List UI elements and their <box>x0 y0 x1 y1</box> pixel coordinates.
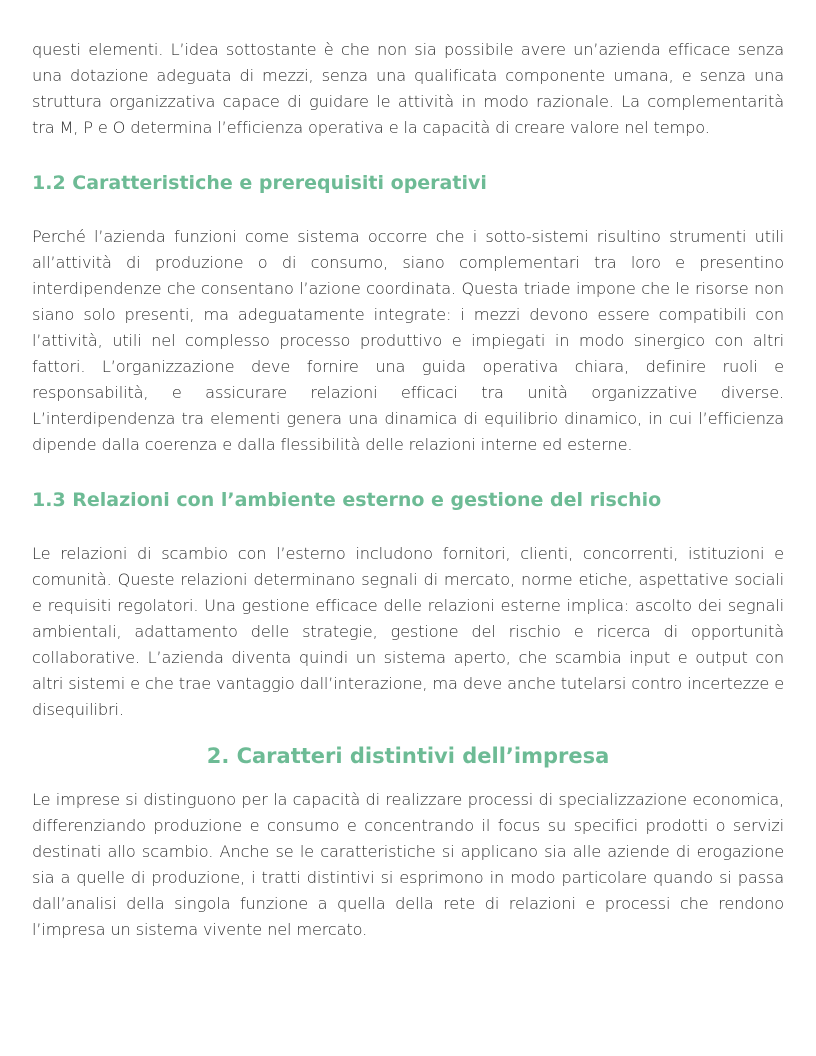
paragraph-chapter-2: Le imprese si distinguono per la capacità di realizzare processi di specializzazione economica, differenziando produzione e consumo e concentrando il focus su specifici prodotti o servizi destinati allo scambio. Anche se le caratteristiche si applicano sia alle aziende di erogazione sia a quelle di produzione, i tratti distintivi si esprimono in modo particolare quando si passa dall’analisi della singola funzione a quella della rete di relazioni e processi che rendono l’impresa un sistema vivente nel mercato. <box>32 790 784 939</box>
chapter-heading-2: 2. Caratteri distintivi dell’impresa <box>206 744 610 768</box>
section-heading-1-3: 1.3 Relazioni con l’ambiente esterno e gestione del rischio <box>32 489 662 511</box>
paragraph-section-1-2: Perché l’azienda funzioni come sistema occorre che i sotto-sistemi risultino strumenti utili all’attività di produzione o di consumo, siano complementari tra loro e presentino interdipendenze che consentano l’azione coordinata. Questa triade impone che le risorse non siano solo presenti, ma adeguatamente integrate: i mezzi devono essere compatibili con l’attività, utili nel complesso processo produttivo e impiegati in modo sinergico con altri fattori. L’organizzazione deve fornire una guida operativa chiara, definire ruoli e responsabilità, e assicurare relazioni efficaci tra unità organizzative diverse. L’interdipendenza tra elementi genera una dinamica di equilibrio dinamico, in cui l’efficienza dipende dalla coerenza e dalla flessibilità delle relazioni interne ed esterne. <box>32 227 784 454</box>
section-heading-1-2: 1.2 Caratteristiche e prerequisiti operativi <box>32 172 487 194</box>
document-page <box>32 37 784 943</box>
paragraph-section-1-3: Le relazioni di scambio con l’esterno includono fornitori, clienti, concorrenti, istituzioni e comunità. Queste relazioni determinano segnali di mercato, norme etiche, aspettative sociali e requisiti regolatori. Una gestione efficace delle relazioni esterne implica: ascolto dei segnali ambientali, adattamento delle strategie, gestione del rischio e ricerca di opportunità collaborative. L’azienda diventa quindi un sistema aperto, che scambia input e output con altri sistemi e che trae vantaggio dall’interazione, ma deve anche tutelarsi contro incertezze e disequilibri. <box>32 544 784 719</box>
paragraph-intro-continuation: questi elementi. L’idea sottostante è che non sia possibile avere un’azienda efficace senza una dotazione adeguata di mezzi, senza una qualificata componente umana, e senza una struttura organizzativa capace di guidare le attività in modo razionale. La complementarità tra M, P e O determina l’efficienza operativa e la capacità di creare valore nel tempo. <box>32 40 784 137</box>
